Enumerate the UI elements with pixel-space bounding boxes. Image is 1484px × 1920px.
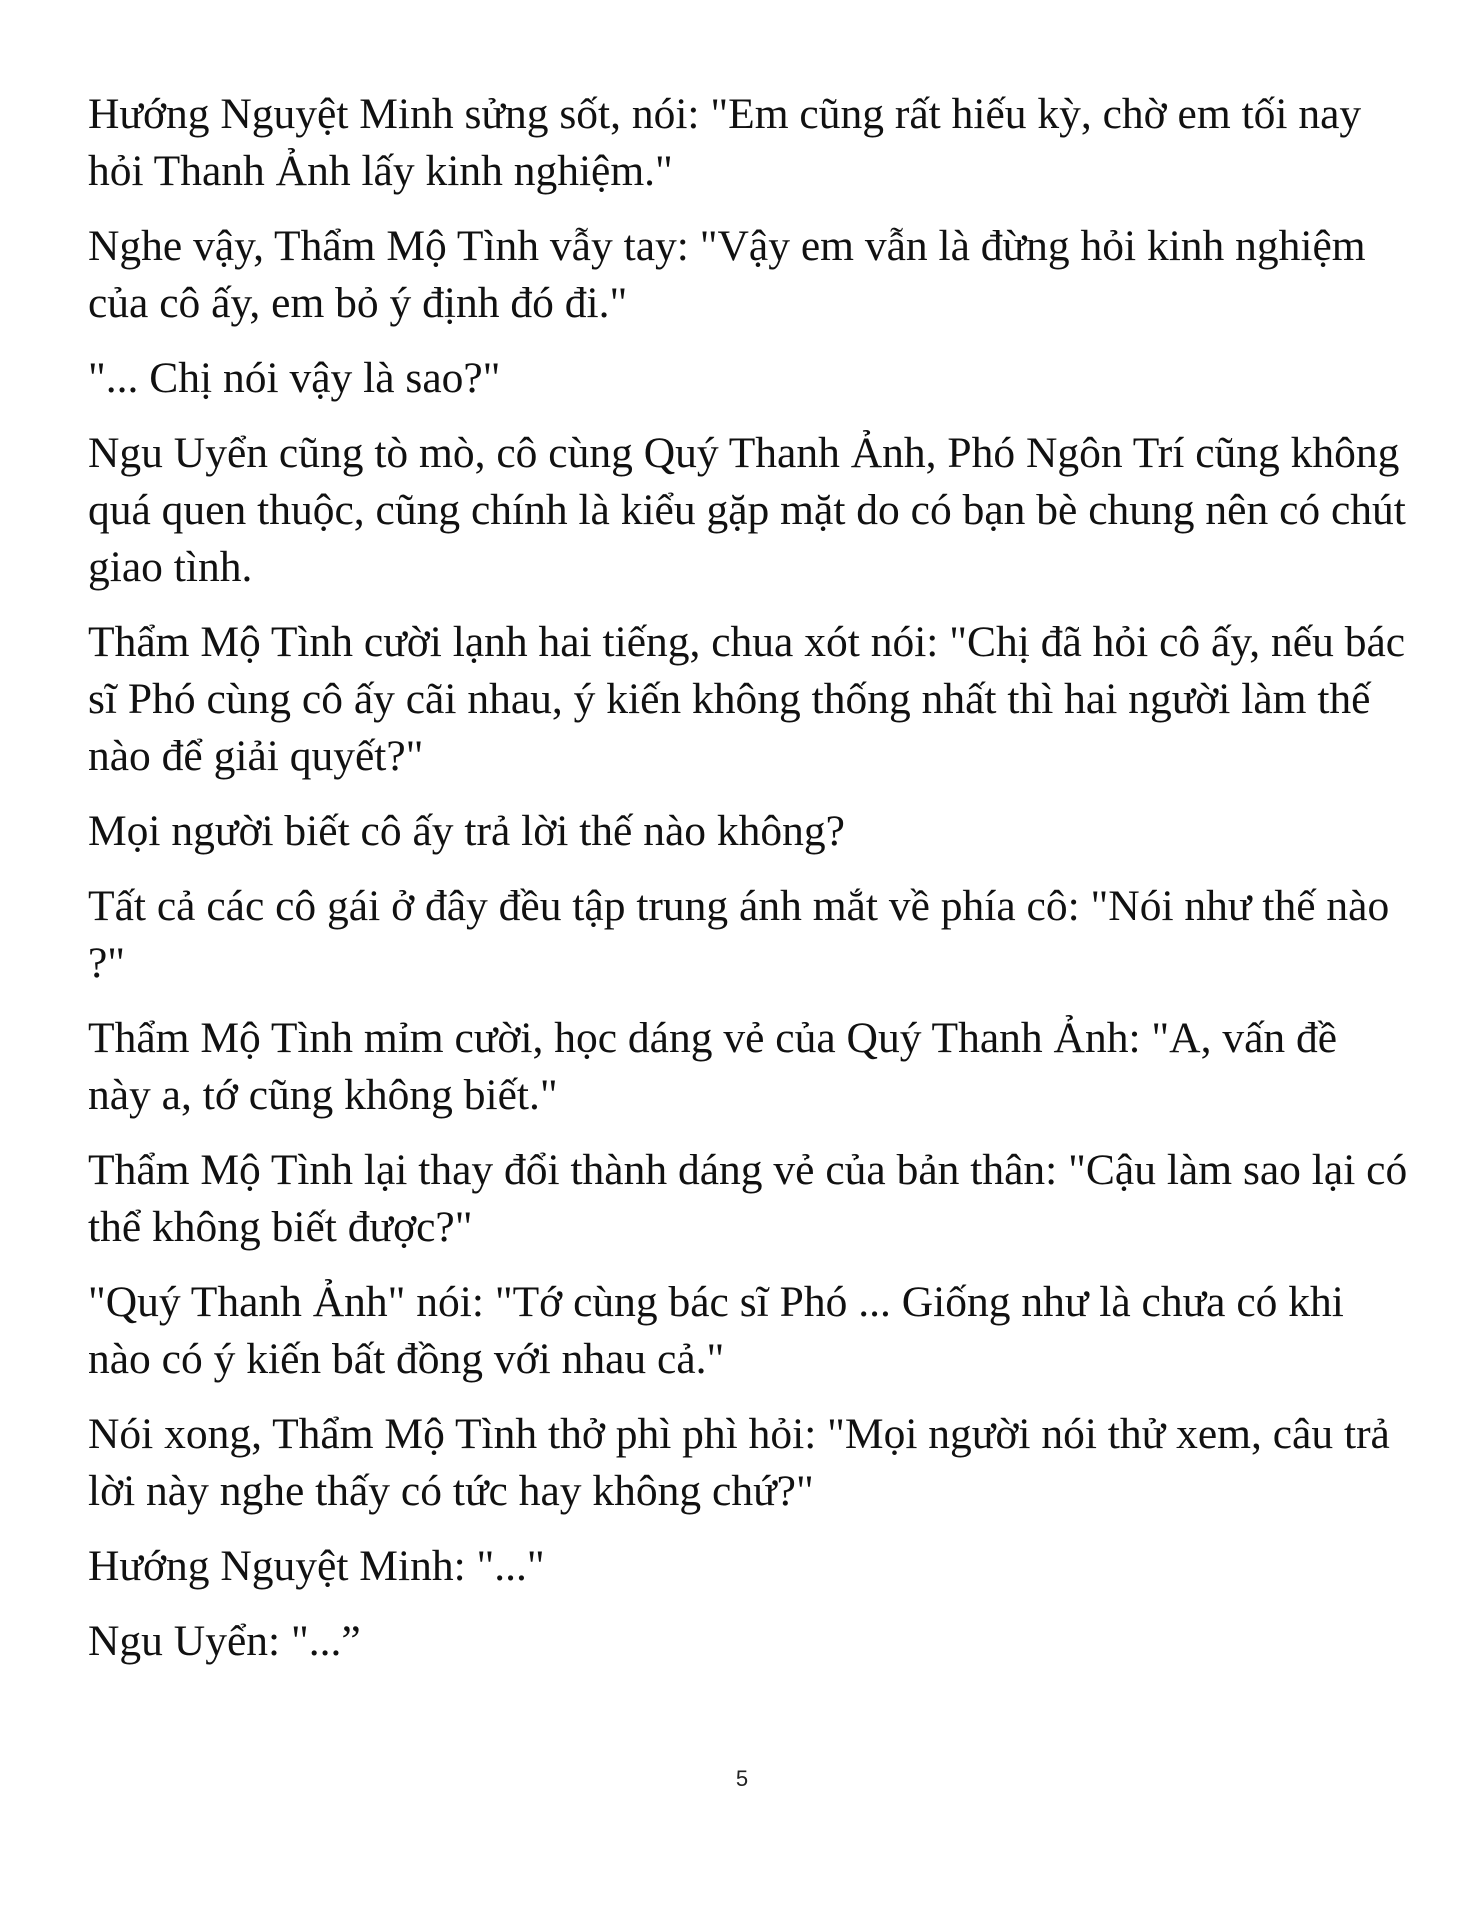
paragraph: Thẩm Mộ Tình cười lạnh hai tiếng, chua xót nói: "Chị đã hỏi cô ấy, nếu bác sĩ Phó cùng cô ấy cãi nhau, ý kiến không thống nhất thì hai người làm thế nào để giải quyết?" [88,618,1406,780]
paragraph: Hướng Nguyệt Minh: "..." [88,1542,545,1590]
paragraph: Mọi người biết cô ấy trả lời thế nào không? [88,807,845,855]
paragraph: "... Chị nói vậy là sao?" [88,354,501,402]
paragraph: Tất cả các cô gái ở đây đều tập trung ánh mắt về phía cô: "Nói như thế nào ?" [88,882,1390,987]
paragraph: Thẩm Mộ Tình lại thay đổi thành dáng vẻ của bản thân: "Cậu làm sao lại có thể không biết được?" [88,1146,1408,1251]
paragraph: Ngu Uyển cũng tò mò, cô cùng Quý Thanh Ảnh, Phó Ngôn Trí cũng không quá quen thuộc, cũng chính là kiểu gặp mặt do có bạn bè chung nên có chút giao tình. [88,429,1406,591]
paragraph: "Quý Thanh Ảnh" nói: "Tớ cùng bác sĩ Phó ... Giống như là chưa có khi nào có ý kiến bất đồng với nhau cả." [88,1278,1344,1383]
paragraph: Thẩm Mộ Tình mỉm cười, học dáng vẻ của Quý Thanh Ảnh: "A, vấn đề này a, tớ cũng không biết." [88,1014,1338,1119]
paragraph: Nói xong, Thẩm Mộ Tình thở phì phì hỏi: "Mọi người nói thử xem, câu trả lời này nghe thấy có tức hay không chứ?" [88,1410,1390,1515]
paragraph: Nghe vậy, Thẩm Mộ Tình vẫy tay: "Vậy em vẫn là đừng hỏi kinh nghiệm của cô ấy, em bỏ ý định đó đi." [88,222,1366,327]
paragraph: Ngu Uyển: "...” [88,1617,361,1665]
page-number: 5 [735,1766,749,1791]
paragraph: Hướng Nguyệt Minh sửng sốt, nói: "Em cũng rất hiếu kỳ, chờ em tối nay hỏi Thanh Ảnh lấy kinh nghiệm." [88,90,1362,195]
document-body [88,86,1408,1688]
